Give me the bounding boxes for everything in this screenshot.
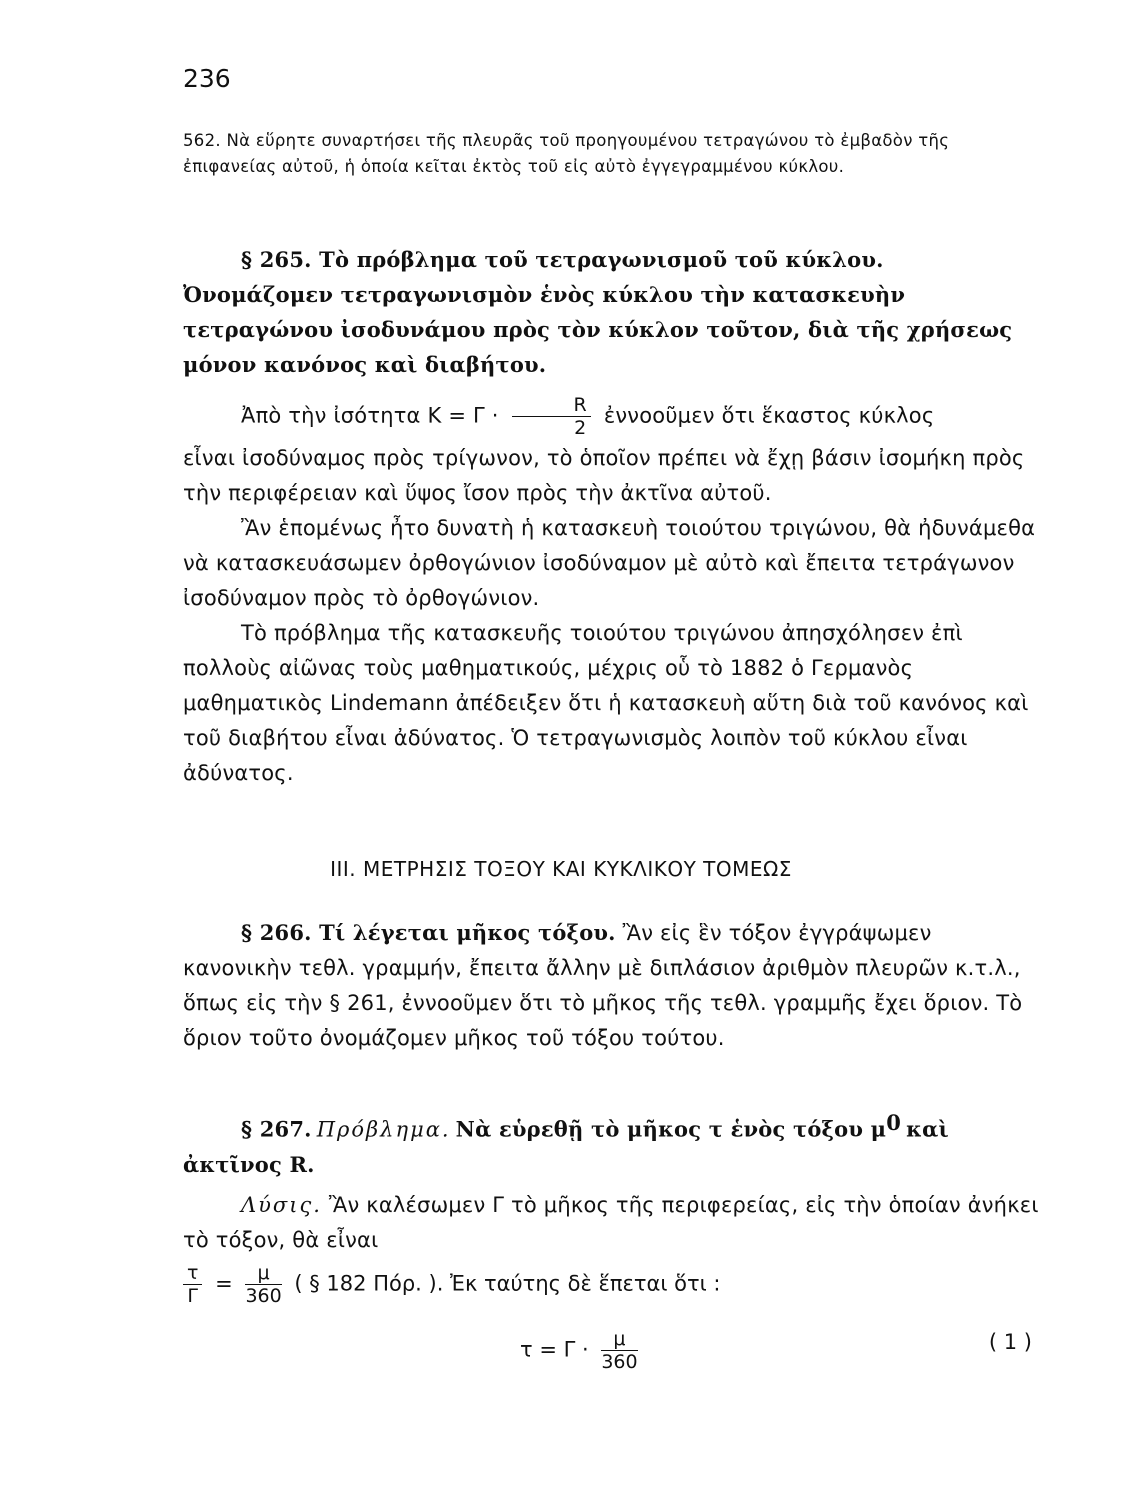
eq1-eq: = bbox=[215, 1271, 233, 1296]
eq1-left-frac bbox=[183, 1262, 202, 1307]
eq1-after: ( § 182 Πόρ. ). Ἐκ ταύτης δὲ ἕπεται ὅτι : bbox=[294, 1271, 721, 1296]
eq1-right-frac bbox=[245, 1262, 281, 1307]
section-267-title-a: Νὰ εὑρεθῇ τὸ μῆκος τ ἑνὸς τόξου μ bbox=[455, 1116, 887, 1142]
formula-line bbox=[183, 394, 1043, 439]
eq1-den-right: 360 bbox=[245, 1285, 282, 1307]
chapter-heading: III. ΜΕΤΡΗΣΙΣ ΤΟΞΟΥ ΚΑΙ ΚΥΚΛΙΚΟΥ ΤΟΜΕΩΣ bbox=[330, 857, 792, 881]
eq2-frac bbox=[601, 1328, 637, 1373]
section-266 bbox=[183, 915, 1043, 1056]
para-1-cont: εἶναι ἰσοδύναμος πρὸς τρίγωνον, τὸ ὁποῖον πρέπει νὰ ἔχῃ βάσιν ἰσομήκη πρὸς τὴν περιφέρειαν καὶ ὕψος ἴσον πρὸς τὴν ἀκτῖνα αὐτοῦ. bbox=[183, 446, 1025, 505]
eq1-den-left: Γ bbox=[187, 1285, 199, 1307]
section-267-title bbox=[183, 1105, 1043, 1182]
equation-number: ( 1 ) bbox=[988, 1330, 1032, 1354]
formula-num: R bbox=[512, 394, 591, 417]
section-267-label: § 267. bbox=[241, 1116, 312, 1142]
formula-fraction bbox=[512, 394, 591, 439]
solution-word: Λύσις. bbox=[241, 1193, 322, 1217]
formula-after: ἐννοοῦμεν ὅτι ἕκαστος κύκλος bbox=[603, 403, 935, 428]
eq1-num-left: τ bbox=[183, 1262, 202, 1285]
problem-word: Πρόβλημα. bbox=[316, 1117, 451, 1142]
formula-den: 2 bbox=[574, 417, 587, 439]
equation-2 bbox=[520, 1328, 644, 1373]
section-265-title: § 265. Τὸ πρόβλημα τοῦ τετραγωνισμοῦ τοῦ κύκλου. bbox=[241, 247, 884, 272]
para-3: Τὸ πρόβλημα τῆς κατασκευῆς τοιούτου τριγώνου ἀπησχόλησεν ἐπὶ πολλοὺς αἰῶνας τοὺς μαθηματικούς, μέχρις οὗ τὸ 1882 ὁ Γερμανὸς μαθηματικὸς Lindemann ἀπέδειξεν ὅτι ἡ κατασκευὴ αὕτη διὰ τοῦ κανόνος καὶ τοῦ διαβήτου εἶναι ἀδύνατος. Ὁ τετραγωνισμὸς λοιπὸν τοῦ κύκλου εἶναι ἀδύνατος. bbox=[183, 621, 1029, 785]
section-267-title-b: καὶ ἀκτῖνος R. bbox=[183, 1116, 949, 1178]
eq2-left: τ = Γ · bbox=[520, 1337, 589, 1362]
solution bbox=[183, 1188, 1043, 1258]
degree-sup: 0 bbox=[886, 1110, 902, 1135]
page-number: 236 bbox=[183, 64, 231, 93]
eq1-num-right: μ bbox=[245, 1262, 281, 1285]
eq2-den: 360 bbox=[601, 1351, 638, 1373]
eq2-num: μ bbox=[601, 1328, 637, 1351]
exercise-562: 562. Νὰ εὕρητε συναρτήσει τῆς πλευρᾶς τοῦ προηγουμένου τετραγώνου τὸ ἐμβαδὸν τῆς ἐπιφανείας αὐτοῦ, ἡ ὁποία κεῖται ἐκτὸς τοῦ εἰς αὐτὸ ἐγγεγραμμένου κύκλου. bbox=[183, 131, 950, 176]
para-2: Ἂν ἑπομένως ἦτο δυνατὴ ἡ κατασκευὴ τοιούτου τριγώνου, θὰ ἠδυνάμεθα νὰ κατασκευάσωμεν ὀρθογώνιον ἰσοδύναμον μὲ αὐτὸ καὶ ἔπειτα τετράγωνον ἰσοδύναμον πρὸς τὸ ὀρθογώνιον. bbox=[183, 516, 1036, 610]
equation-1 bbox=[183, 1262, 720, 1307]
section-265 bbox=[183, 242, 1043, 791]
section-266-title: § 266. Τί λέγεται μῆκος τόξου. bbox=[241, 920, 616, 945]
section-265-definition: Ὀνομάζομεν τετραγωνισμὸν ἑνὸς κύκλου τὴν κατασκευὴν τετραγώνου ἰσοδυνάμου πρὸς τὸν κύκλον τοῦτον, διὰ τῆς χρήσεως μόνον κανόνος καὶ διαβήτου. bbox=[183, 282, 1013, 377]
solution-text: Ἂν καλέσωμεν Γ τὸ μῆκος τῆς περιφερείας, εἰς τὴν ὁποίαν ἀνήκει τὸ τόξον, θὰ εἶναι bbox=[183, 1193, 1039, 1252]
formula-intro: Ἀπὸ τὴν ἰσότητα Κ = Γ · bbox=[241, 403, 499, 428]
section-266-text: Ἂν εἰς ἓν τόξον ἐγγράψωμεν κανονικὴν τεθλ. γραμμήν, ἔπειτα ἄλλην μὲ διπλάσιον ἀριθμὸν πλευρῶν κ.τ.λ., ὅπως εἰς τὴν § 261, ἐννοοῦμεν ὅτι τὸ μῆκος τῆς τεθλ. γραμμῆς ἔχει ὅριον. Τὸ ὅριον τοῦτο ὀνομάζομεν μῆκος τοῦ τόξου τούτου. bbox=[183, 921, 1023, 1050]
